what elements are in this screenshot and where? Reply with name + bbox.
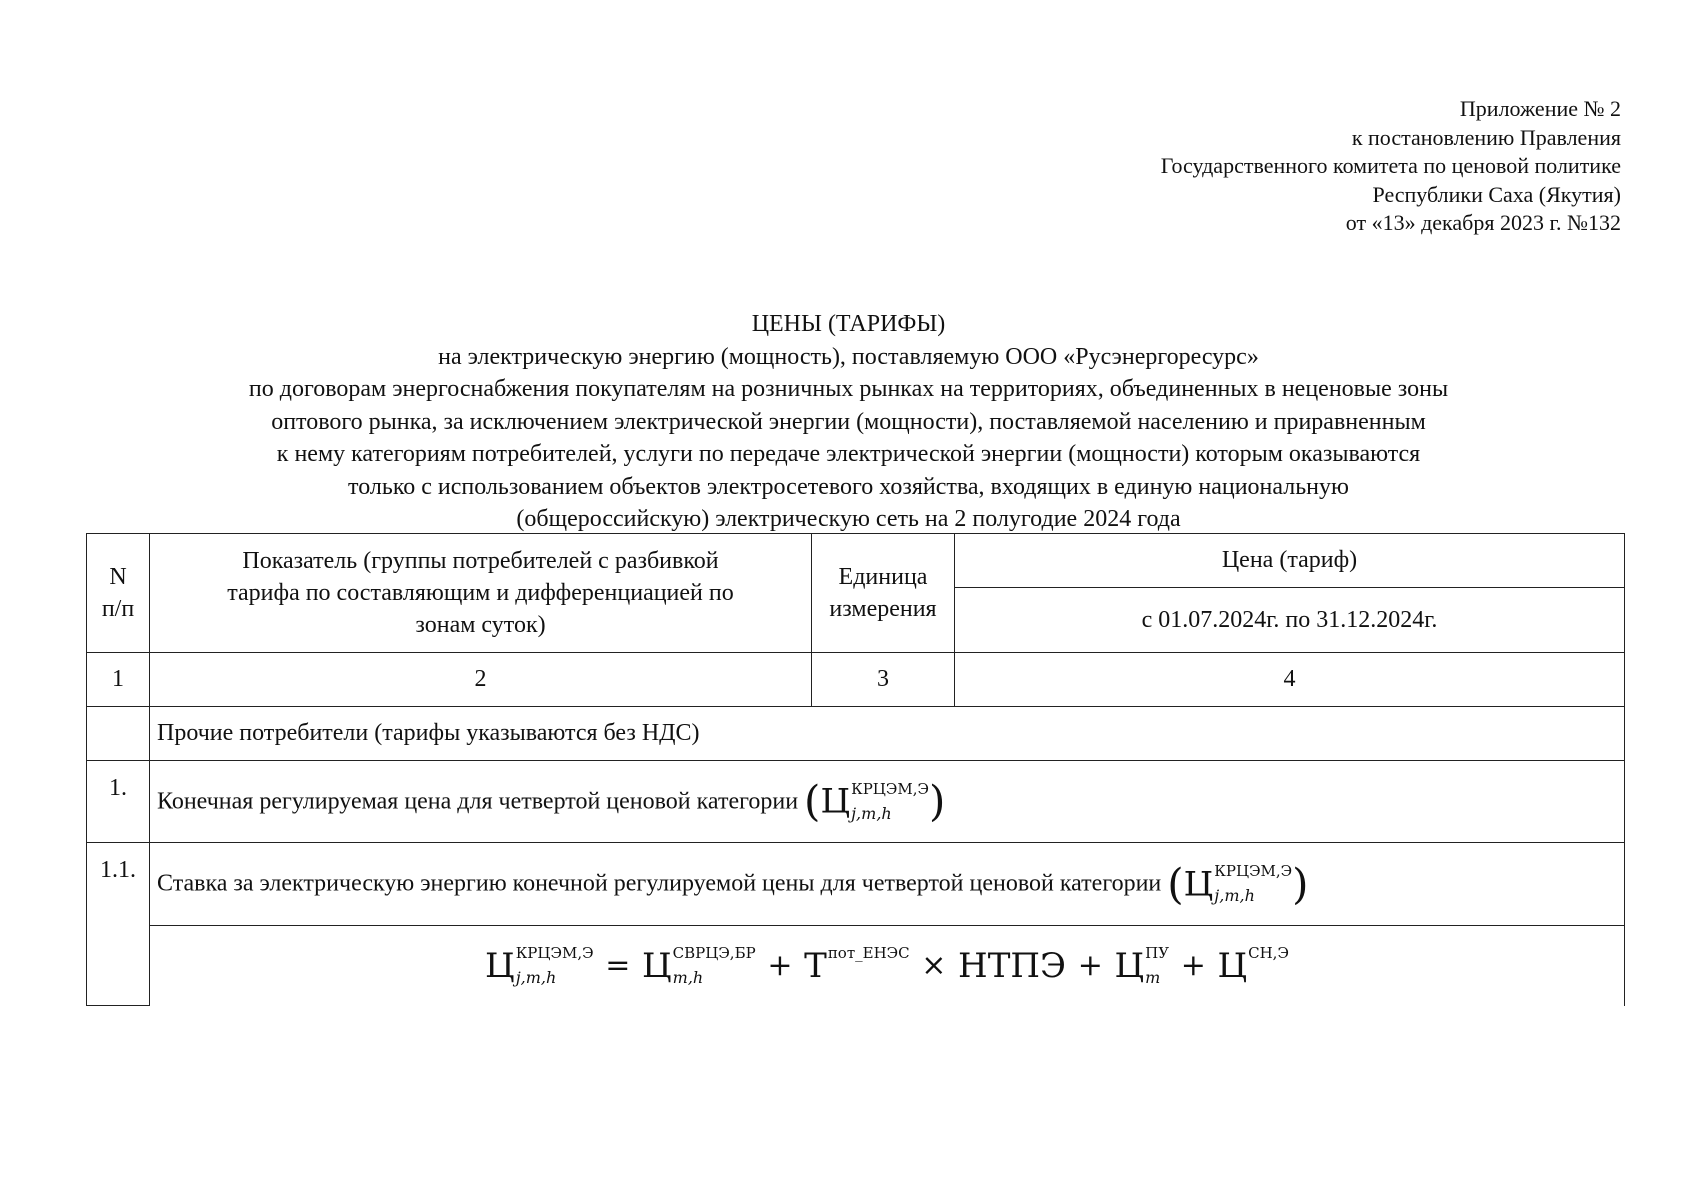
- header-unit-line: измерения: [829, 596, 937, 622]
- header-indicator: [150, 534, 812, 653]
- header-period: с 01.07.2024г. по 31.12.2024г.: [955, 588, 1625, 653]
- header-indicator-line: тарифа по составляющим и дифференциацией по: [227, 580, 734, 606]
- row-number: 1.: [87, 761, 150, 843]
- column-number: 3: [812, 653, 955, 707]
- document-title: [0, 308, 1697, 536]
- title-heading: ЦЕНЫ (ТАРИФЫ): [751, 311, 946, 337]
- column-number-row: [87, 653, 1625, 707]
- column-number: 4: [955, 653, 1625, 707]
- row-text: Конечная регулируемая цена для четвертой ценовой категории: [157, 788, 799, 814]
- header-indicator-line: зонам суток): [415, 612, 546, 638]
- price-formula: Ц КРЦЭМ,Э j,m,h = Ц СВРЦЭ,БР m,h + Т пот_ЕНЭС × НТПЭ + Ц ПУ m + Ц СН,Э: [150, 926, 1625, 1006]
- row-text: Ставка за электрическую энергию конечной регулируемой цены для четвертой ценовой категории: [157, 870, 1162, 897]
- header-row: [87, 534, 1625, 588]
- section-row: [87, 707, 1625, 761]
- header-unit-line: Единица: [838, 564, 928, 590]
- row-text-cell: [150, 761, 1625, 843]
- header-unit: [812, 534, 955, 653]
- column-number: 2: [150, 653, 812, 707]
- header-num-line: N: [109, 564, 127, 590]
- title-line: к нему категориям потребителей, услуги по передаче электрической энергии (мощности) которым оказываются: [276, 441, 1421, 467]
- header-indicator-line: Показатель (группы потребителей с разбивкой: [242, 548, 719, 574]
- tariff-table: [86, 533, 1625, 1006]
- header-num: [87, 534, 150, 653]
- appendix-line: Приложение № 2: [1459, 96, 1621, 121]
- header-num-line: п/п: [101, 596, 135, 622]
- title-line: по договорам энергоснабжения покупателям на розничных рынках на территориях, объединенных в неценовые зоны: [248, 376, 1449, 402]
- title-line: на электрическую энергию (мощность), поставляемую ООО «Русэнергоресурс»: [438, 343, 1259, 370]
- appendix-line: к постановлению Правления: [1351, 124, 1621, 150]
- appendix-line: Республики Саха (Якутия): [1372, 181, 1621, 207]
- table-row: [87, 843, 1625, 926]
- column-number: 1: [87, 653, 150, 707]
- section-label: Прочие потребители (тарифы указываются без НДС): [150, 707, 1625, 761]
- row-number: 1.1.: [87, 843, 150, 1006]
- formula-row: [87, 926, 1625, 1006]
- header-price: Цена (тариф): [955, 534, 1625, 588]
- title-line: оптового рынка, за исключением электрической энергии (мощности), поставляемой населению и приравненным: [271, 408, 1426, 435]
- title-line: (общероссийскую) электрическую сеть на 2 полугодие 2024 года: [516, 506, 1181, 532]
- appendix-line: от «13» декабря 2023 г. №132: [1345, 210, 1621, 235]
- price-symbol: (Ц КРЦЭМ,Э j,m,h ): [1167, 859, 1309, 908]
- section-num-cell: [87, 707, 150, 761]
- appendix-block: [921, 95, 1621, 238]
- row-text-cell: [150, 843, 1625, 926]
- table-row: [87, 761, 1625, 843]
- price-symbol: (Ц КРЦЭМ,Э j,m,h ): [804, 776, 946, 826]
- appendix-line: Государственного комитета по ценовой политике: [1160, 153, 1621, 178]
- title-line: только с использованием объектов электросетевого хозяйства, входящих в единую национальную: [348, 473, 1349, 500]
